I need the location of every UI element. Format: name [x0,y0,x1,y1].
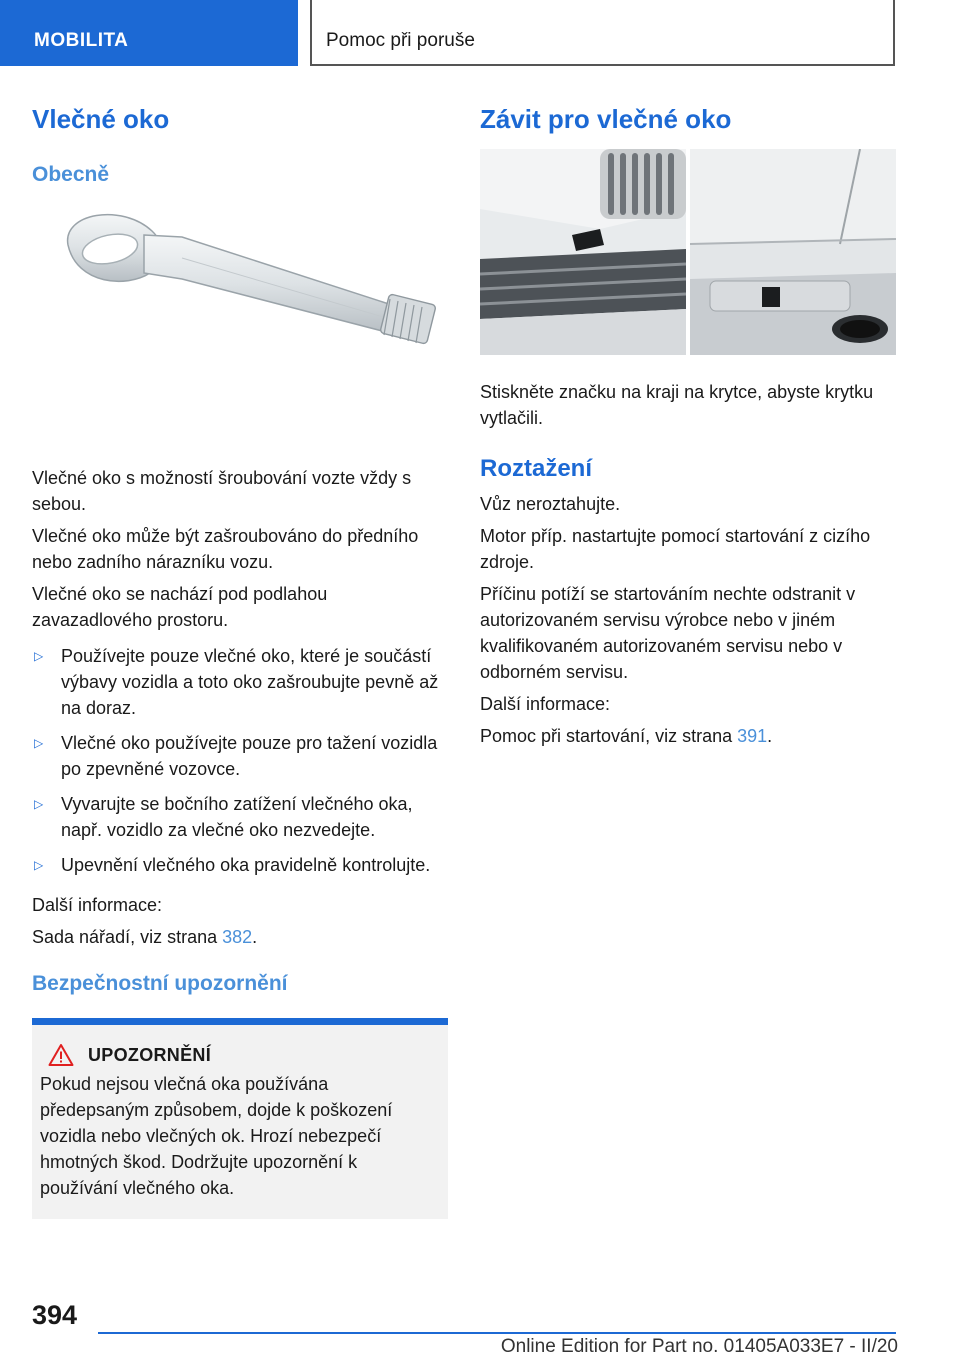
triangle-bullet-icon: ▷ [34,736,44,750]
page-header [0,0,960,66]
page-number: 394 [32,1300,78,1330]
towing-eye-illustration [32,193,448,443]
paragraph-r3: Příčinu potíží se startováním nechte odstranit v autorizovaném servisu výrobce nebo v jiném kvalifikovaném autorizovaném servisu nebo v odborném servisu. [480,584,856,682]
rear-bumper-image [690,149,896,355]
section-title-towing-thread: Závit pro vlečné oko [480,104,732,134]
left-column [32,100,448,1219]
section-title-towing-eye: Vlečné oko [32,104,170,134]
front-bumper-image [480,149,686,355]
paragraph-3: Vlečné oko se nachází pod podlahou zavazadlového prostoru. [32,584,328,630]
warning-box [32,1018,448,1219]
triangle-bullet-icon: ▷ [34,858,44,872]
subsection-title-general: Obecně [32,163,110,186]
paragraph-2: Vlečné oko může být zašroubováno do předního nebo zadního nárazníku vozu. [32,526,419,572]
list-item: ▷ Používejte pouze vlečné oko, které je součástí výbavy vozidla a toto oko zašroubujte pevně až na doraz. [32,643,448,721]
more-info-label: Další informace: [32,895,163,915]
page-link-391[interactable]: 391 [737,726,768,746]
edition-info: Online Edition for Part no. 01405A033E7 - II/20 [500,1336,898,1357]
warning-text: Pokud nejsou vlečná oka používána předepsaným způsobem, dojde k poškození vozidla nebo vlečných ok. Hrozí nebezpečí hmotných škod. Dodržujte upozornění k používání vlečného oka. [40,1074,393,1198]
footer-divider [98,1332,896,1334]
instruction-list [32,643,448,878]
subsection-title-jump: Roztažení [480,455,593,482]
section-tab: MOBILITA [0,0,298,66]
list-item: ▷ Vyvarujte se bočního zatížení vlečného oka, např. vozidlo za vlečné oko nezvedejte. [32,791,448,843]
list-item: ▷ Vlečné oko používejte pouze pro tažení vozidla po zpevněné vozovce. [32,730,448,782]
chapter-title: Pomoc při poruše [310,0,895,66]
page-link-382[interactable]: 382 [222,927,253,947]
right-column [480,100,896,755]
paragraph-r2: Motor příp. nastartujte pomocí startování z cizího zdroje. [480,526,871,572]
more-info-label-right: Další informace: [480,694,611,714]
warning-triangle-icon [48,1043,74,1067]
bumper-photos [480,149,896,355]
warning-title: UPOZORNĚNÍ [88,1044,212,1065]
warning-header [40,1043,438,1067]
paragraph-r1: Vůz neroztahujte. [480,494,621,514]
photo-caption: Stiskněte značku na kraji na krytce, abyste krytku vytlačili. [480,382,874,428]
more-info-reference: Sada nářadí, viz strana 382. [32,927,258,947]
more-info-reference-right: Pomoc při startování, viz strana 391. [480,726,773,746]
triangle-bullet-icon: ▷ [34,649,44,663]
list-item: ▷ Upevnění vlečného oka pravidelně kontrolujte. [32,852,448,878]
paragraph-1: Vlečné oko s možností šroubování vozte vždy s sebou. [32,468,412,514]
towing-eye-image [32,193,448,443]
triangle-bullet-icon: ▷ [34,797,44,811]
safety-heading: Bezpečnostní upozornění [32,972,288,995]
